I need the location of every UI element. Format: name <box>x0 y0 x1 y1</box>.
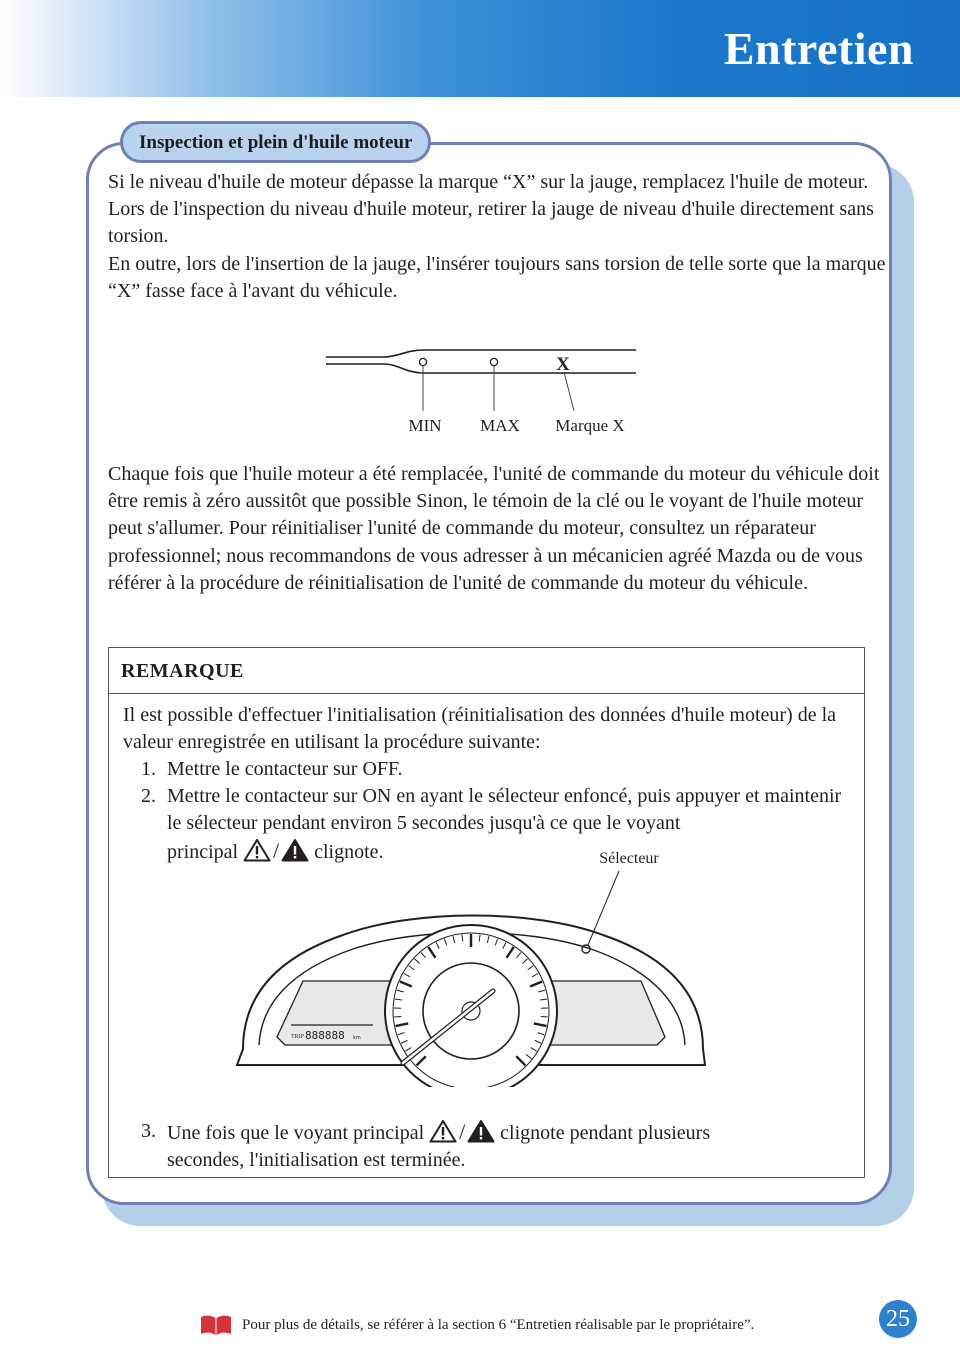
intro-text <box>108 169 888 305</box>
slash-separator: / <box>273 838 280 863</box>
footer <box>200 1308 920 1348</box>
instrument-cluster-diagram <box>233 839 709 1087</box>
book-icon <box>200 1314 232 1336</box>
note-body-end <box>123 1118 853 1174</box>
mark-x-label: Marque X <box>555 416 625 435</box>
slash-separator: / <box>459 1119 466 1144</box>
reset-paragraph-text: Chaque fois que l'huile moteur a été remplacée, l'unité de commande du moteur du véhicule doit être remis à zéro aussitôt que possible Sinon, le témoin de la clé ou le voyant de l'huile moteur peut s'allumer. Pour réinitialiser l'unité de commande du moteur, consultez un réparateur professionnel; nous recommandons de vous adresser à un mécanicien agréé Mazda ou de vous référer à la procédure de réinitialisation de l'unité de commande du moteur du véhicule. <box>108 463 880 594</box>
max-label: MAX <box>480 416 520 435</box>
intro-line-2: Lors de l'inspection du niveau d'huile moteur, retirer la jauge de niveau d'huile directement sans torsion. <box>108 198 874 248</box>
max-mark-icon <box>490 358 497 365</box>
step-text: Mettre le contacteur sur ON en ayant le sélecteur enfoncé, puis appuyer et maintenir le sélecteur pendant environ 5 secondes jusqu'à ce que le voyant <box>167 785 842 834</box>
step-number: 1. <box>141 758 156 780</box>
trip-label: TRIP <box>291 1034 305 1040</box>
note-title: REMARQUE <box>109 648 864 694</box>
x-mark-glyph: X <box>556 354 570 375</box>
note-step-1 <box>123 756 853 783</box>
dipstick-diagram <box>326 345 646 445</box>
step-text: Une fois que le voyant principal <box>167 1122 425 1144</box>
reset-paragraph <box>108 461 888 597</box>
note-step-3 <box>123 1118 853 1174</box>
step-text: clignote. <box>314 841 384 863</box>
odometer-unit: km <box>353 1035 361 1041</box>
step-text: principal <box>167 841 239 863</box>
warning-outline-icon <box>429 1119 457 1143</box>
step-text: Mettre le contacteur sur OFF. <box>167 758 403 780</box>
page-number: 25 <box>879 1300 917 1338</box>
intro-line-1: Si le niveau d'huile de moteur dépasse la marque “X” sur la jauge, remplacez l'huile de moteur. <box>108 171 869 193</box>
speedometer-tick <box>394 1016 401 1017</box>
intro-line-3: En outre, lors de l'insertion de la jauge, l'insérer toujours sans torsion de telle sorte que la marque “X” fasse face à l'avant du véhicule. <box>108 252 886 302</box>
page-header <box>0 0 960 97</box>
min-label: MIN <box>408 416 442 435</box>
warning-filled-icon <box>467 1119 495 1143</box>
note-box <box>108 647 865 1178</box>
min-mark-icon <box>419 358 426 365</box>
footer-reference-text: Pour plus de détails, se référer à la section 6 “Entretien réalisable par le propriétaire”. <box>242 1317 755 1333</box>
step-number: 3. <box>141 1120 156 1142</box>
section-tab: Inspection et plein d'huile moteur <box>120 121 431 163</box>
page-title: Entretien <box>723 23 914 74</box>
step-number: 2. <box>141 785 156 807</box>
note-intro: Il est possible d'effectuer l'initialisation (réinitialisation des données d'huile moteur) de la valeur enregistrée en utilisant la procédure suivante: <box>123 704 837 753</box>
step-text: secondes, l'initialisation est terminée. <box>167 1149 466 1171</box>
step-text: clignote pendant plusieurs <box>500 1122 711 1144</box>
odometer-readout: 888888 <box>305 1029 345 1042</box>
speedometer-tick <box>541 1016 548 1017</box>
selector-label: Sélecteur <box>599 850 659 867</box>
